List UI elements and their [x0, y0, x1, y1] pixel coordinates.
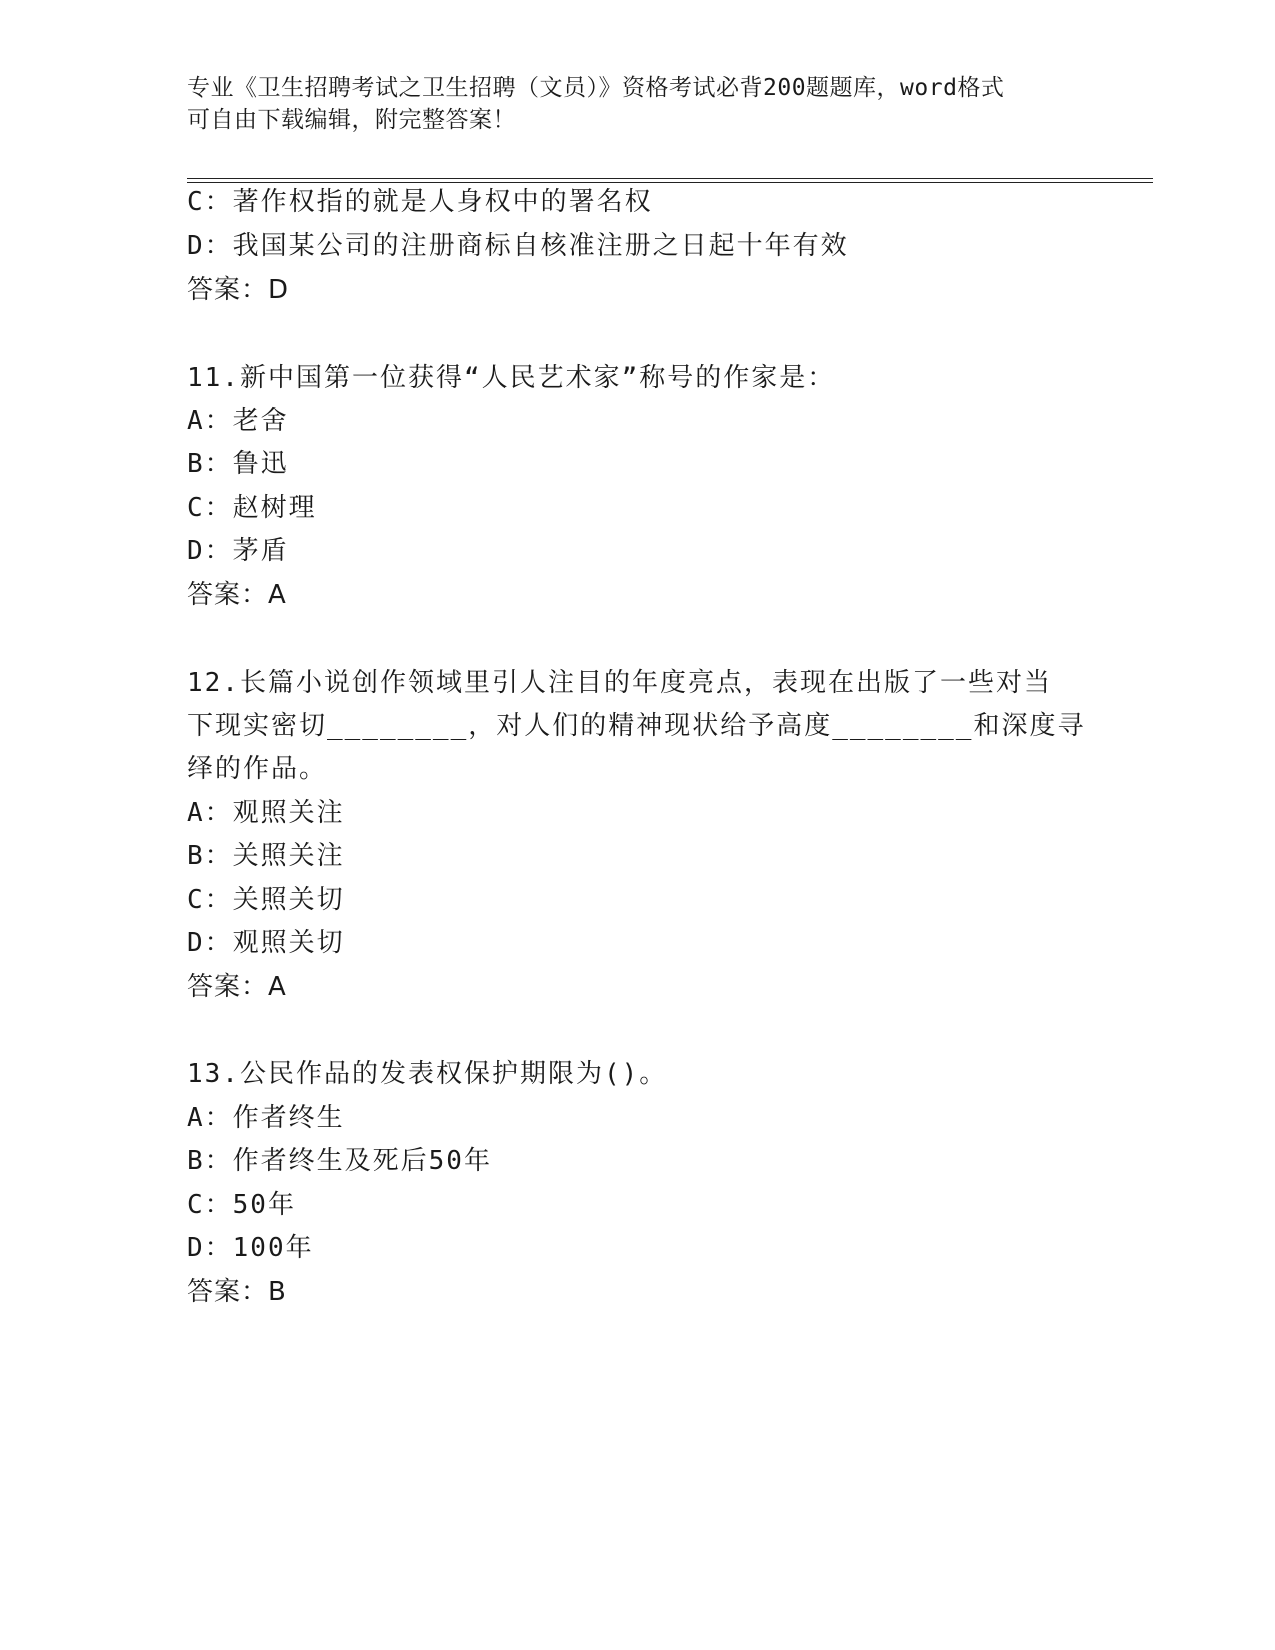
q13-stem: 13.公民作品的发表权保护期限为()。 [187, 1059, 668, 1089]
prev-option-c: C：著作权指的就是人身权中的署名权 [187, 187, 653, 217]
q11-option-a: A：老舍 [187, 406, 289, 436]
document-header [187, 72, 1087, 136]
q13-option-d: D：100年 [187, 1233, 314, 1263]
q11-answer: 答案：A [187, 580, 287, 610]
q13-option-c: C：50年 [187, 1190, 296, 1220]
q11-option-d: D：茅盾 [187, 536, 289, 566]
q12-stem-line-3: 绎的作品。 [187, 754, 328, 784]
q13-answer: 答案：B [187, 1277, 287, 1307]
q13-option-a: A：作者终生 [187, 1103, 345, 1133]
header-divider [187, 178, 1153, 183]
q12-option-d: D：观照关切 [187, 928, 345, 958]
q12-answer: 答案：A [187, 972, 287, 1002]
q13-option-b: B：作者终生及死后50年 [187, 1146, 492, 1176]
prev-option-d: D：我国某公司的注册商标自核准注册之日起十年有效 [187, 231, 849, 261]
q11-option-c: C：赵树理 [187, 493, 317, 523]
header-line-2: 可自由下载编辑，附完整答案！ [187, 107, 516, 133]
q12-stem-line-1: 12.长篇小说创作领域里引人注目的年度亮点，表现在出版了一些对当 [187, 668, 1052, 698]
q12-stem-line-2: 下现实密切________，对人们的精神现状给予高度________和深度寻 [187, 711, 1086, 741]
q12-option-c: C：关照关切 [187, 885, 345, 915]
q12-option-b: B：关照关注 [187, 841, 345, 871]
prev-answer: 答案：D [187, 275, 290, 305]
q11-stem: 11.新中国第一位获得“人民艺术家”称号的作家是： [187, 363, 836, 393]
q11-option-b: B：鲁迅 [187, 449, 289, 479]
header-line-1: 专业《卫生招聘考试之卫生招聘（文员）》资格考试必背200题题库，word格式 [187, 75, 1005, 101]
q12-option-a: A：观照关注 [187, 798, 345, 828]
